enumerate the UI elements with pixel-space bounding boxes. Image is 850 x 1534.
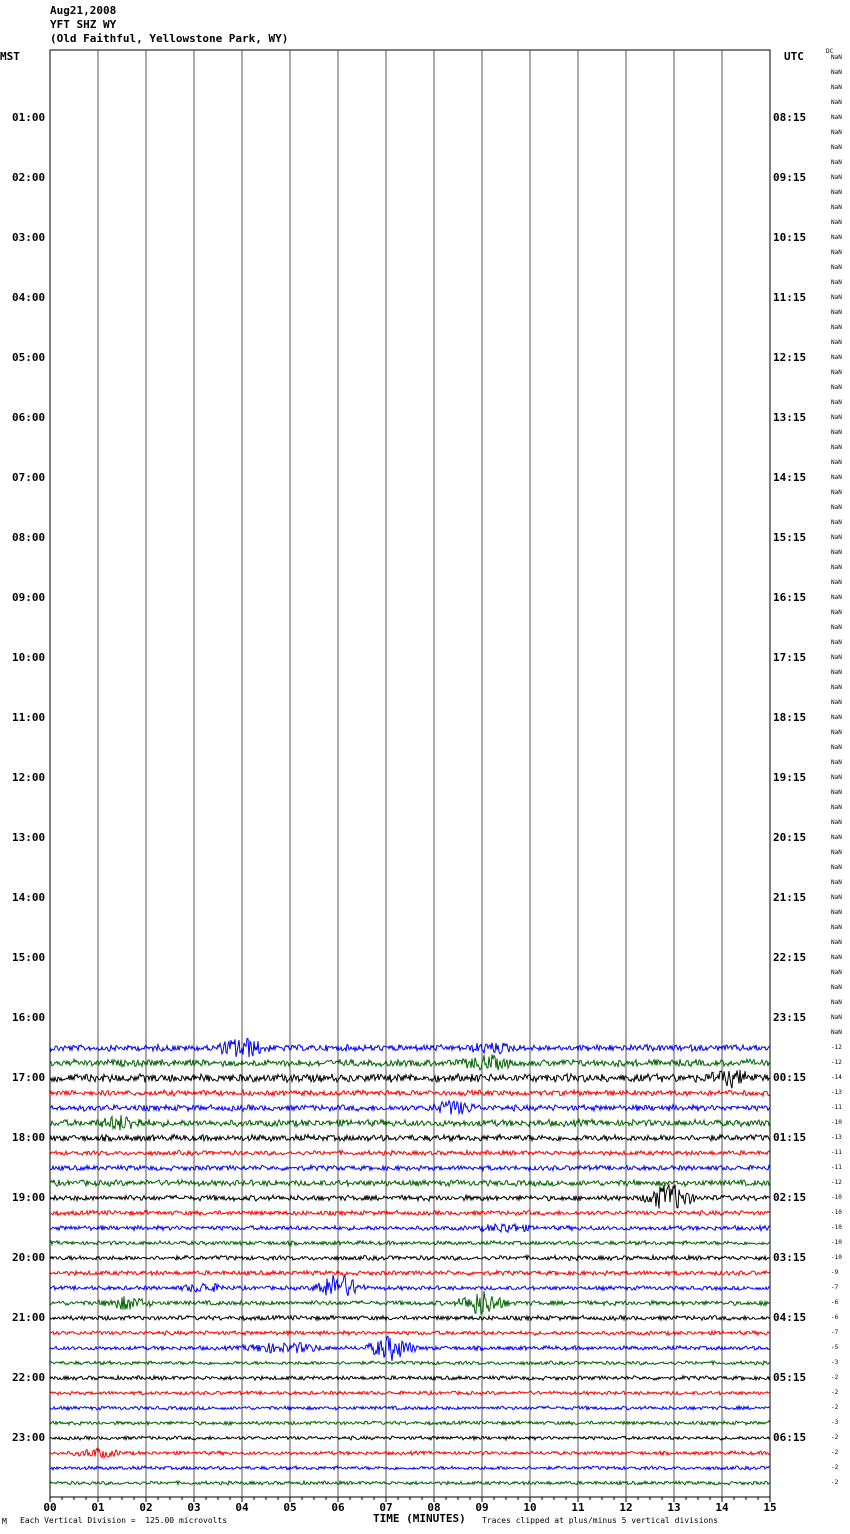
dc-offset-label: -2 bbox=[831, 1374, 839, 1381]
dc-offset-label: NaN bbox=[831, 789, 842, 796]
trace-66 bbox=[50, 1039, 770, 1058]
x-tick-label: 10 bbox=[523, 1501, 537, 1514]
utc-hour-label: 09:15 bbox=[773, 171, 807, 184]
utc-hour-label: 10:15 bbox=[773, 231, 807, 244]
utc-hour-label: 08:15 bbox=[773, 111, 807, 124]
dc-offset-label: NaN bbox=[831, 564, 842, 571]
mst-hour-label: 03:00 bbox=[12, 231, 46, 244]
dc-offset-label: NaN bbox=[831, 234, 842, 241]
x-tick-label: 02 bbox=[139, 1501, 153, 1514]
dc-offset-label: -2 bbox=[831, 1434, 839, 1441]
trace-93 bbox=[50, 1449, 770, 1458]
dc-offset-label: NaN bbox=[831, 54, 842, 61]
plot-grid bbox=[50, 50, 770, 1497]
trace-83 bbox=[50, 1291, 770, 1313]
utc-hour-label: 22:15 bbox=[773, 951, 807, 964]
dc-offset-label: NaN bbox=[831, 849, 842, 856]
dc-offset-label: NaN bbox=[831, 654, 842, 661]
mst-hour-label: 15:00 bbox=[12, 951, 46, 964]
dc-offset-label: -2 bbox=[831, 1389, 839, 1396]
trace-88 bbox=[50, 1376, 770, 1380]
x-tick-label: 13 bbox=[667, 1501, 681, 1514]
dc-offset-label: NaN bbox=[831, 174, 842, 181]
dc-offset-label: NaN bbox=[831, 144, 842, 151]
trace-79 bbox=[50, 1241, 770, 1246]
dc-offset-label: -6 bbox=[831, 1314, 839, 1321]
x-tick-label: 00 bbox=[43, 1501, 57, 1514]
utc-hour-label: 14:15 bbox=[773, 471, 807, 484]
dc-offset-label: -2 bbox=[831, 1404, 839, 1411]
dc-offset-label: NaN bbox=[831, 369, 842, 376]
trace-85 bbox=[50, 1331, 770, 1336]
mst-hour-label: 20:00 bbox=[12, 1251, 46, 1264]
dc-offset-label: -2 bbox=[831, 1464, 839, 1471]
mst-hour-label: 09:00 bbox=[12, 591, 46, 604]
x-tick-label: 04 bbox=[235, 1501, 249, 1514]
dc-offset-label: -2 bbox=[831, 1449, 839, 1456]
trace-75 bbox=[50, 1180, 770, 1186]
trace-87 bbox=[50, 1361, 770, 1365]
trace-80 bbox=[50, 1255, 770, 1260]
dc-offset-label: NaN bbox=[831, 309, 842, 316]
x-tick-label: 14 bbox=[715, 1501, 729, 1514]
utc-hour-label: 20:15 bbox=[773, 831, 807, 844]
dc-offset-label: NaN bbox=[831, 294, 842, 301]
mst-hour-label: 10:00 bbox=[12, 651, 46, 664]
utc-hour-label: 15:15 bbox=[773, 531, 807, 544]
station-label: YFT SHZ WY bbox=[50, 18, 117, 31]
mst-hour-label: 16:00 bbox=[12, 1011, 46, 1024]
dc-offset-label: NaN bbox=[831, 474, 842, 481]
dc-offset-label: -14 bbox=[831, 1074, 842, 1081]
dc-offset-label: NaN bbox=[831, 339, 842, 346]
trace-77 bbox=[50, 1211, 770, 1216]
dc-offset-label: NaN bbox=[831, 729, 842, 736]
trace-78 bbox=[50, 1224, 770, 1232]
dc-offset-label: NaN bbox=[831, 759, 842, 766]
dc-offset-label: NaN bbox=[831, 639, 842, 646]
dc-offset-label: NaN bbox=[831, 909, 842, 916]
dc-offset-label: -10 bbox=[831, 1209, 842, 1216]
x-tick-label: 06 bbox=[331, 1501, 345, 1514]
trace-72 bbox=[50, 1135, 770, 1142]
utc-hour-label: 05:15 bbox=[773, 1371, 807, 1384]
utc-hour-label: 23:15 bbox=[773, 1011, 807, 1024]
utc-axis-title: UTC bbox=[784, 50, 804, 63]
dc-offset-label: -13 bbox=[831, 1089, 842, 1096]
trace-94 bbox=[50, 1466, 770, 1470]
x-tick-label: 09 bbox=[475, 1501, 489, 1514]
dc-offset-label: NaN bbox=[831, 84, 842, 91]
dc-offset-label: NaN bbox=[831, 999, 842, 1006]
dc-offset-label: -5 bbox=[831, 1344, 839, 1351]
utc-hour-label: 01:15 bbox=[773, 1131, 807, 1144]
trace-70 bbox=[50, 1101, 770, 1115]
mst-hour-label: 19:00 bbox=[12, 1191, 46, 1204]
dc-offset-label: NaN bbox=[831, 579, 842, 586]
x-tick-label: 12 bbox=[619, 1501, 633, 1514]
dc-offset-label: NaN bbox=[831, 504, 842, 511]
trace-86 bbox=[50, 1336, 770, 1361]
dc-offset-label: NaN bbox=[831, 879, 842, 886]
trace-90 bbox=[50, 1406, 770, 1410]
dc-offset-label: -7 bbox=[831, 1284, 839, 1291]
dc-offset-label: NaN bbox=[831, 444, 842, 451]
x-tick-label: 01 bbox=[91, 1501, 105, 1514]
dc-offset-label: NaN bbox=[831, 114, 842, 121]
utc-hour-label: 17:15 bbox=[773, 651, 807, 664]
dc-offset-label: NaN bbox=[831, 324, 842, 331]
dc-offset-label: NaN bbox=[831, 804, 842, 811]
dc-offset-label: NaN bbox=[831, 969, 842, 976]
mst-hour-label: 18:00 bbox=[12, 1131, 46, 1144]
dc-offset-label: -11 bbox=[831, 1104, 842, 1111]
dc-offset-label: -12 bbox=[831, 1179, 842, 1186]
utc-hour-label: 13:15 bbox=[773, 411, 807, 424]
trace-81 bbox=[50, 1271, 770, 1276]
utc-hour-label: 21:15 bbox=[773, 891, 807, 904]
dc-offset-label: NaN bbox=[831, 924, 842, 931]
mst-hour-label: 05:00 bbox=[12, 351, 46, 364]
mst-hour-label: 04:00 bbox=[12, 291, 46, 304]
trace-92 bbox=[50, 1436, 770, 1440]
mst-hour-label: 11:00 bbox=[12, 711, 46, 724]
dc-offset-label: NaN bbox=[831, 609, 842, 616]
trace-91 bbox=[50, 1421, 770, 1425]
mst-hour-label: 13:00 bbox=[12, 831, 46, 844]
utc-hour-label: 16:15 bbox=[773, 591, 807, 604]
utc-hour-label: 11:15 bbox=[773, 291, 807, 304]
x-tick-label: 11 bbox=[571, 1501, 585, 1514]
dc-offset-label: NaN bbox=[831, 264, 842, 271]
dc-offset-label: -10 bbox=[831, 1239, 842, 1246]
dc-offset-label: NaN bbox=[831, 129, 842, 136]
dc-offset-label: -7 bbox=[831, 1329, 839, 1336]
trace-69 bbox=[50, 1090, 770, 1096]
dc-offset-label: NaN bbox=[831, 714, 842, 721]
dc-offset-label: NaN bbox=[831, 774, 842, 781]
trace-71 bbox=[50, 1115, 770, 1130]
dc-offset-label: NaN bbox=[831, 219, 842, 226]
dc-offset-label: -10 bbox=[831, 1254, 842, 1261]
clip-note: Traces clipped at plus/minus 5 vertical divisions bbox=[482, 1516, 719, 1525]
dc-offset-label: NaN bbox=[831, 69, 842, 76]
x-tick-label: 15 bbox=[763, 1501, 777, 1514]
dc-offset-label: NaN bbox=[831, 429, 842, 436]
dc-offset-label: NaN bbox=[831, 864, 842, 871]
trace-67 bbox=[50, 1054, 770, 1070]
mst-hour-label: 06:00 bbox=[12, 411, 46, 424]
utc-hour-label: 19:15 bbox=[773, 771, 807, 784]
x-tick-label: 05 bbox=[283, 1501, 297, 1514]
dc-offset-label: NaN bbox=[831, 699, 842, 706]
dc-offset-label: NaN bbox=[831, 459, 842, 466]
dc-offset-label: -13 bbox=[831, 1134, 842, 1141]
utc-hour-label: 00:15 bbox=[773, 1071, 807, 1084]
mst-hour-label: 02:00 bbox=[12, 171, 46, 184]
utc-hour-label: 12:15 bbox=[773, 351, 807, 364]
dc-offset-label: NaN bbox=[831, 1029, 842, 1036]
dc-offset-label: NaN bbox=[831, 954, 842, 961]
scale-note: Each Vertical Division = 125.00 microvolts bbox=[20, 1516, 228, 1525]
dc-offset-label: -12 bbox=[831, 1059, 842, 1066]
dc-offset-label: NaN bbox=[831, 204, 842, 211]
dc-offset-label: -3 bbox=[831, 1419, 839, 1426]
mst-hour-label: 17:00 bbox=[12, 1071, 46, 1084]
trace-group bbox=[50, 1039, 770, 1486]
dc-offset-label: NaN bbox=[831, 159, 842, 166]
dc-offset-label: NaN bbox=[831, 594, 842, 601]
dc-offset-label: NaN bbox=[831, 249, 842, 256]
dc-offset-label: -3 bbox=[831, 1359, 839, 1366]
x-tick-label: 03 bbox=[187, 1501, 201, 1514]
dc-offset-label: -2 bbox=[831, 1479, 839, 1486]
corner-mark: M bbox=[2, 1517, 7, 1526]
dc-offset-label: NaN bbox=[831, 519, 842, 526]
dc-offset-label: NaN bbox=[831, 624, 842, 631]
dc-offset-label: NaN bbox=[831, 834, 842, 841]
mst-hour-label: 23:00 bbox=[12, 1431, 46, 1444]
utc-hour-label: 03:15 bbox=[773, 1251, 807, 1264]
utc-hour-label: 06:15 bbox=[773, 1431, 807, 1444]
trace-89 bbox=[50, 1391, 770, 1395]
x-tick-label: 07 bbox=[379, 1501, 393, 1514]
mst-hour-label: 22:00 bbox=[12, 1371, 46, 1384]
dc-offset-label: NaN bbox=[831, 399, 842, 406]
location-label: (Old Faithful, Yellowstone Park, WY) bbox=[50, 32, 289, 45]
dc-offset-label: NaN bbox=[831, 939, 842, 946]
dc-offset-label: NaN bbox=[831, 534, 842, 541]
plot-frame bbox=[50, 50, 770, 1497]
dc-offset-label: NaN bbox=[831, 189, 842, 196]
dc-offset-label: NaN bbox=[831, 99, 842, 106]
dc-offset-label: NaN bbox=[831, 1014, 842, 1021]
x-tick-label: 08 bbox=[427, 1501, 441, 1514]
dc-offset-label: NaN bbox=[831, 414, 842, 421]
x-axis-title: TIME (MINUTES) bbox=[373, 1512, 466, 1525]
dc-offset-label: NaN bbox=[831, 384, 842, 391]
trace-82 bbox=[50, 1275, 770, 1296]
dc-offset-label: -6 bbox=[831, 1299, 839, 1306]
dc-offset-label: NaN bbox=[831, 669, 842, 676]
utc-hour-label: 18:15 bbox=[773, 711, 807, 724]
trace-74 bbox=[50, 1165, 770, 1170]
dc-offset-label: NaN bbox=[831, 549, 842, 556]
dc-offset-label: NaN bbox=[831, 744, 842, 751]
dc-offset-label: -10 bbox=[831, 1119, 842, 1126]
dc-offset-label: -9 bbox=[831, 1269, 839, 1276]
date-label: Aug21,2008 bbox=[50, 4, 117, 17]
trace-68 bbox=[50, 1070, 770, 1088]
dc-offset-label: NaN bbox=[831, 819, 842, 826]
trace-73 bbox=[50, 1150, 770, 1155]
dc-offset-label: NaN bbox=[831, 984, 842, 991]
dc-offset-label: NaN bbox=[831, 684, 842, 691]
dc-offset-label: -11 bbox=[831, 1149, 842, 1156]
dc-offset-label: -12 bbox=[831, 1044, 842, 1051]
trace-95 bbox=[50, 1481, 770, 1485]
utc-hour-label: 02:15 bbox=[773, 1191, 807, 1204]
mst-hour-label: 07:00 bbox=[12, 471, 46, 484]
dc-offset-label: NaN bbox=[831, 279, 842, 286]
dc-offset-label: NaN bbox=[831, 489, 842, 496]
mst-hour-label: 01:00 bbox=[12, 111, 46, 124]
utc-hour-label: 04:15 bbox=[773, 1311, 807, 1324]
trace-84 bbox=[50, 1316, 770, 1321]
dc-offset-label: NaN bbox=[831, 354, 842, 361]
trace-76 bbox=[50, 1185, 770, 1209]
dc-offset-label: -10 bbox=[831, 1194, 842, 1201]
mst-axis-title: MST bbox=[0, 50, 20, 63]
dc-offset-label: -10 bbox=[831, 1224, 842, 1231]
mst-hour-label: 12:00 bbox=[12, 771, 46, 784]
dc-offset-label: NaN bbox=[831, 894, 842, 901]
mst-hour-label: 14:00 bbox=[12, 891, 46, 904]
dc-offset-label: -11 bbox=[831, 1164, 842, 1171]
dc-title: DC bbox=[826, 48, 834, 55]
mst-hour-label: 21:00 bbox=[12, 1311, 46, 1324]
mst-hour-label: 08:00 bbox=[12, 531, 46, 544]
